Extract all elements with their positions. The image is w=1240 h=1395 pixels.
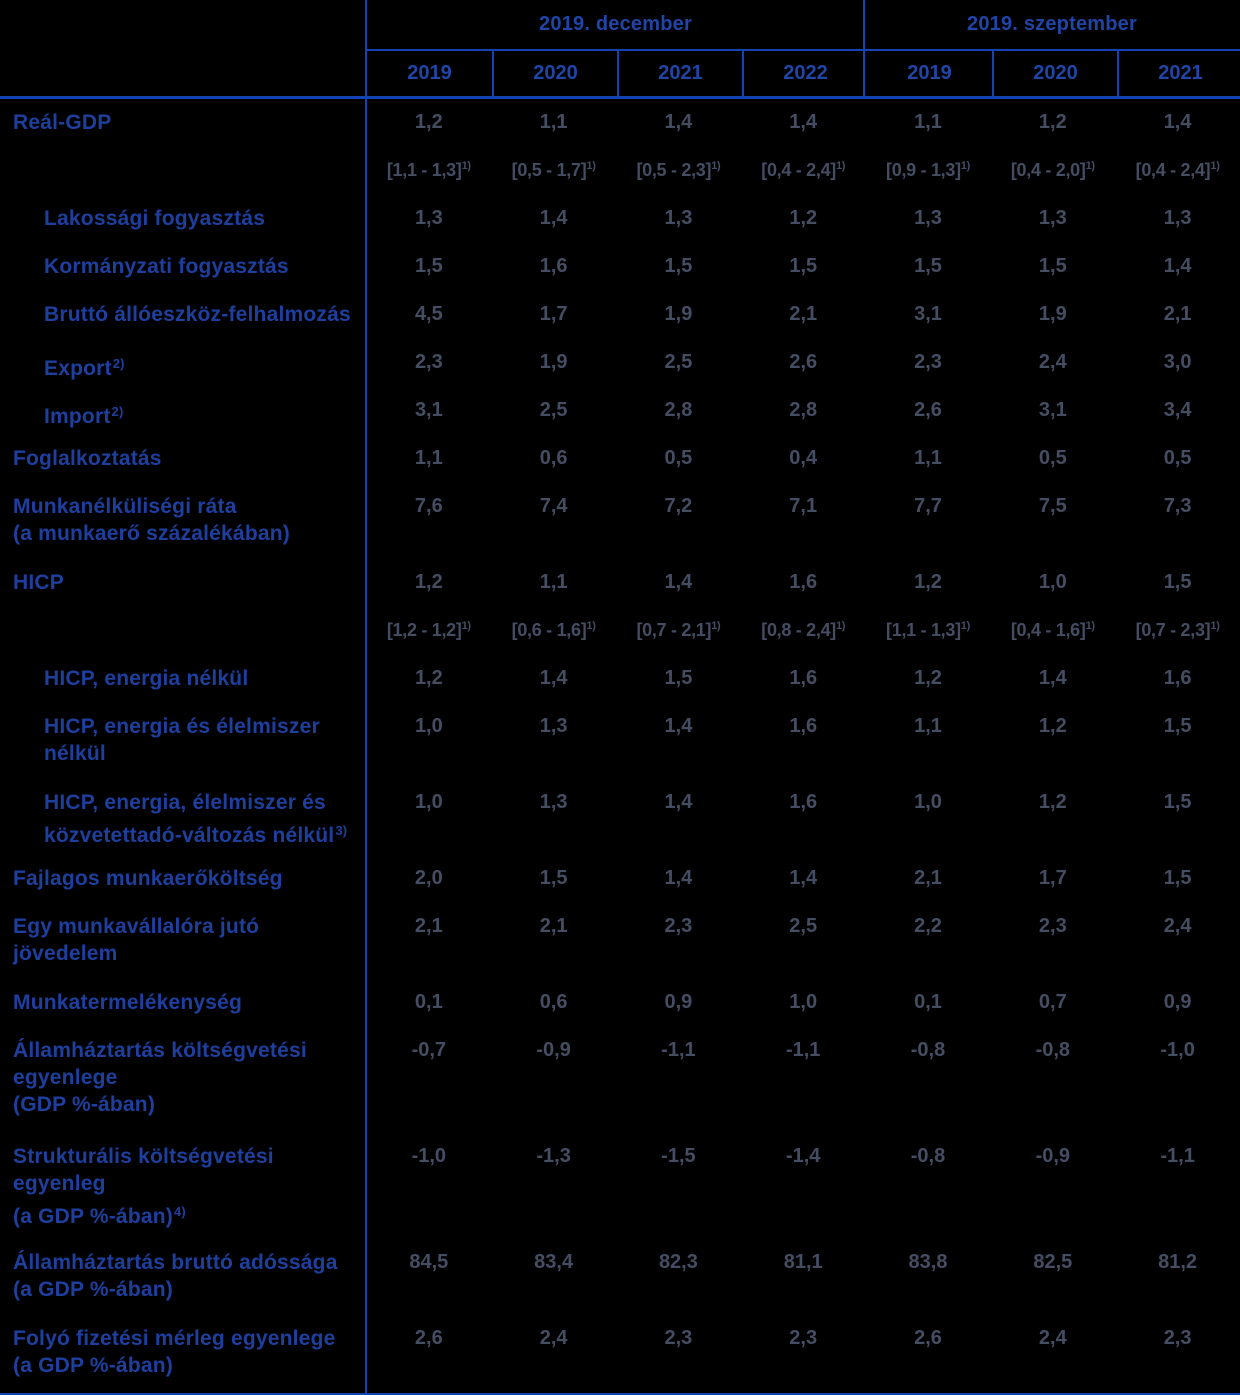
value-cell: 1,6 [789,571,818,593]
value-cell: 1,3 [1163,207,1192,229]
row-label-line: Munkanélküliségi ráta [13,495,237,518]
year-header-row [367,51,1240,96]
range-cell: [0,6 - 1,6]$^{1)}$ [511,620,596,640]
row-label [0,713,366,779]
value-cell: 1,7 [539,303,568,325]
row-label-line: (a munkaerő százalékában) [13,522,290,545]
value-cell: 1,1 [539,111,568,133]
value-cell: 81,2 [1158,1251,1198,1273]
value-cell: 1,3 [1038,207,1067,229]
value-cell: 1,3 [414,207,443,229]
footnote-marker: 2) [112,356,125,371]
range-cell: [1,1 - 1,3]$^{1)}$ [886,620,970,640]
range-cell: [0,7 - 2,1]$^{1)}$ [636,620,721,640]
table-row [0,147,1240,195]
header-years-underline [0,96,1240,99]
value-cell: 1,4 [539,667,568,689]
table-row [0,559,1240,607]
range-cell: [0,5 - 1,7]$^{1)}$ [511,160,596,180]
value-cell: 1,2 [914,571,942,593]
value-cell: -1,3 [536,1145,571,1167]
value-cell: 0,6 [539,447,568,469]
value-cell: 2,6 [914,1327,942,1349]
value-cell: 1,5 [1163,571,1192,593]
value-cell: 1,4 [1163,111,1192,133]
value-cell: 1,5 [414,255,443,277]
value-cell: 2,3 [664,915,693,937]
value-cell: 1,4 [664,791,693,813]
value-cell: 2,8 [789,399,818,421]
value-cell: 2,8 [664,399,693,421]
footnote-marker: 1) [835,160,846,172]
value-cell: 1,2 [914,667,942,689]
footnote-marker: 1) [835,620,846,632]
value-cell: 2,6 [789,351,818,373]
footnote-marker: 1) [1085,160,1095,172]
value-cell: 1,0 [414,715,443,737]
value-cell: 1,4 [664,715,693,737]
row-label [0,789,366,855]
value-cell: -1,0 [411,1145,447,1167]
footnote-marker: 1) [1085,620,1095,632]
value-cell: 82,3 [658,1251,698,1273]
value-cell: 3,1 [914,303,942,325]
value-cell: 2,3 [789,1327,818,1349]
value-cell: 1,0 [789,991,818,1013]
row-label [0,301,366,339]
range-cell: [0,7 - 2,3]$^{1)}$ [1135,620,1220,640]
row-label-line: Államháztartás bruttó adóssága [13,1251,338,1274]
table-row [0,195,1240,243]
value-cell: 4,5 [414,303,443,325]
value-cell: 2,5 [789,915,818,937]
value-cell: 1,7 [1038,867,1067,889]
value-cell: 2,4 [1038,351,1067,373]
footnote-marker: 1) [960,160,970,172]
row-label [0,865,366,903]
value-cell: 2,3 [1163,1327,1192,1349]
row-label [0,1037,366,1133]
footnote-marker: 1) [711,160,721,172]
value-cell: 1,1 [914,715,942,737]
value-cell: 0,9 [664,991,693,1013]
value-cell: 1,1 [539,571,568,593]
value-cell: 1,4 [664,867,693,889]
value-cell: 1,6 [789,791,818,813]
value-cell: 2,3 [1038,915,1067,937]
year-column-header: 2021 [1117,51,1240,96]
value-cell: -0,8 [910,1145,946,1167]
value-cell: 2,4 [1163,915,1192,937]
range-cell: [0,4 - 2,4]$^{1)}$ [1135,160,1220,180]
value-cell: 1,6 [539,255,568,277]
row-label-line: HICP, energia és élelmiszer [44,715,320,738]
table-row [0,855,1240,903]
value-cell: 2,5 [539,399,568,421]
table-row [0,903,1240,979]
value-cell: 2,0 [414,867,443,889]
footnote-marker: 1) [461,620,471,632]
range-cell: [1,1 - 1,3]$^{1)}$ [386,160,471,180]
value-cell: 3,4 [1163,399,1192,421]
table-body [0,99,1240,1391]
value-cell: 1,3 [664,207,693,229]
table-row [0,1027,1240,1133]
row-label-line: (a GDP %-ában) [13,1354,173,1377]
value-cell: 1,2 [1038,791,1067,813]
row-label [0,205,366,243]
row-label [0,913,366,979]
value-cell: -0,8 [1035,1039,1071,1061]
row-label-line: egyenleg [13,1172,106,1195]
value-cell: 1,2 [414,571,443,593]
row-label [0,665,366,703]
value-cell: 1,1 [414,447,443,469]
row-label [0,569,366,607]
row-label [0,613,366,655]
value-cell: 1,4 [664,571,693,593]
value-cell: 2,3 [914,351,942,373]
row-label [0,1143,366,1239]
value-cell: 2,6 [414,1327,443,1349]
table-row [0,339,1240,387]
footnote-marker: 2) [111,404,124,419]
row-label-line: Bruttó állóeszköz-felhalmozás [44,303,351,326]
value-cell: 2,1 [1163,303,1192,325]
range-cell: [0,4 - 1,6]$^{1)}$ [1010,620,1095,640]
value-cell: 82,5 [1033,1251,1073,1273]
table-row [0,1133,1240,1239]
row-label-line: egyenlege [13,1066,118,1089]
value-cell: 83,8 [908,1251,948,1273]
value-cell: 2,1 [414,915,443,937]
row-label-line: Export$^{2)}$ [44,356,125,380]
value-cell: 1,5 [664,255,693,277]
value-cell: 1,2 [414,667,443,689]
value-cell: 1,2 [1038,111,1067,133]
value-cell: 1,5 [1163,791,1192,813]
value-cell: 0,4 [789,447,818,469]
value-cell: -1,1 [785,1039,821,1061]
value-cell: 2,1 [914,867,942,889]
value-cell: 1,0 [914,791,942,813]
value-cell: 1,9 [539,351,568,373]
row-label-line: Reál-GDP [13,111,112,134]
value-cell: 2,1 [539,915,568,937]
value-cell: 1,4 [539,207,568,229]
value-cell: -0,9 [1035,1145,1071,1167]
value-cell: 1,5 [1163,715,1192,737]
value-cell: 1,5 [664,667,693,689]
range-cell: [0,4 - 2,0]$^{1)}$ [1010,160,1095,180]
table-row [0,387,1240,435]
value-cell: 1,4 [789,867,818,889]
value-cell: 1,5 [539,867,568,889]
range-cell: [0,8 - 2,4]$^{1)}$ [761,620,846,640]
value-cell: 1,0 [414,791,443,813]
value-cell: 1,5 [789,255,818,277]
value-cell: 81,1 [783,1251,823,1273]
table-row [0,99,1240,147]
row-label-line: közvetettadó-változás nélkül$^{3)}$ [44,823,348,847]
value-cell: 1,3 [539,715,568,737]
row-label [0,1325,366,1391]
value-cell: 1,4 [1038,667,1067,689]
table-row [0,703,1240,779]
label-column-divider [365,0,367,1395]
value-cell: 0,1 [414,991,443,1013]
row-label-line: Import$^{2)}$ [44,404,124,428]
year-column-header: 2019 [407,62,452,84]
value-cell: 7,1 [789,495,818,517]
value-cell: 1,4 [664,111,693,133]
row-label [0,445,366,483]
value-cell: 1,9 [664,303,693,325]
value-cell: -1,1 [661,1039,696,1061]
value-cell: 0,5 [1038,447,1067,469]
value-cell: 2,1 [789,303,818,325]
row-label-line: Kormányzati fogyasztás [44,255,289,278]
row-label-line: Strukturális költségvetési [13,1145,274,1168]
row-label-line: Fajlagos munkaerőköltség [13,867,283,890]
row-label-line: Munkatermelékenység [13,991,243,1014]
row-label-line: (GDP %-ában) [13,1093,156,1116]
header-group-szeptember: 2019. szeptember [967,13,1137,35]
value-cell: 3,1 [414,399,443,421]
footnote-marker: 1) [711,620,721,632]
row-label [0,397,366,435]
value-cell: 1,4 [789,111,818,133]
table-row [0,607,1240,655]
value-cell: -0,9 [536,1039,571,1061]
value-cell: -0,7 [411,1039,447,1061]
value-cell: 1,2 [789,207,818,229]
range-cell: [1,2 - 1,2]$^{1)}$ [386,620,471,640]
value-cell: 84,5 [409,1251,449,1273]
value-cell: -1,1 [1160,1145,1195,1167]
table-row [0,1239,1240,1315]
value-cell: -1,4 [785,1145,821,1167]
year-column-header: 2022 [742,51,867,96]
value-cell: 83,4 [534,1251,574,1273]
row-label-line: Foglalkoztatás [13,447,162,470]
value-cell: 0,6 [539,991,568,1013]
header-group-underline [365,49,1240,51]
value-cell: 0,9 [1163,991,1192,1013]
table-row [0,243,1240,291]
value-cell: -1,5 [661,1145,696,1167]
value-cell: 7,7 [914,495,942,517]
value-cell: -0,8 [910,1039,946,1061]
value-cell: -1,0 [1160,1039,1195,1061]
row-label [0,989,366,1027]
table-row [0,1315,1240,1391]
value-cell: 1,5 [914,255,942,277]
footnote-marker: 1) [586,620,596,632]
row-label-line: Lakossági fogyasztás [44,207,266,230]
row-label-line: HICP, energia nélkül [44,667,249,690]
row-label-line: HICP, energia, élelmiszer és [44,791,326,814]
value-cell: 0,7 [1038,991,1067,1013]
value-cell: 7,4 [539,495,568,517]
row-label-line: Államháztartás költségvetési [13,1039,307,1062]
footnote-marker: 1) [1210,620,1220,632]
value-cell: 1,5 [1038,255,1067,277]
row-label-line: nélkül [44,742,106,765]
footnote-marker: 1) [586,160,596,172]
value-cell: 0,1 [914,991,942,1013]
value-cell: 7,6 [414,495,443,517]
value-cell: 1,3 [539,791,568,813]
value-cell: 1,2 [1038,715,1067,737]
row-label-line: HICP [13,571,64,594]
row-label [0,349,366,387]
row-label-line: Folyó fizetési mérleg egyenlege [13,1327,336,1350]
value-cell: 1,0 [1038,571,1067,593]
value-cell: 2,4 [1038,1327,1067,1349]
value-cell: 7,2 [664,495,693,517]
value-cell: 7,5 [1038,495,1067,517]
value-cell: 1,6 [789,715,818,737]
row-label [0,493,366,559]
table-row [0,979,1240,1027]
value-cell: 3,1 [1038,399,1067,421]
footnote-marker: 1) [461,160,471,172]
value-cell: 1,3 [914,207,942,229]
value-cell: 2,4 [539,1327,568,1349]
value-cell: 2,3 [414,351,443,373]
value-cell: 1,6 [789,667,818,689]
row-label [0,153,366,195]
value-cell: 1,4 [1163,255,1192,277]
range-cell: [0,4 - 2,4]$^{1)}$ [761,160,846,180]
value-cell: 2,6 [914,399,942,421]
table-row [0,291,1240,339]
footnote-marker: 3) [335,823,348,838]
row-label [0,109,366,147]
value-cell: 2,2 [914,915,942,937]
footnote-marker: 4) [173,1204,186,1219]
row-label [0,253,366,291]
table-row [0,483,1240,559]
row-label-line: jövedelem [13,942,118,965]
value-cell: 0,5 [664,447,693,469]
year-column-header: 2019 [907,62,952,84]
header-group-december: 2019. december [539,13,692,35]
footnote-marker: 1) [1210,160,1220,172]
value-cell: 0,5 [1163,447,1192,469]
value-cell: 7,3 [1163,495,1192,517]
table-row [0,435,1240,483]
table-row [0,655,1240,703]
value-cell: 3,0 [1163,351,1192,373]
year-column-header: 2021 [617,51,742,96]
value-cell: 1,5 [1163,867,1192,889]
year-column-header: 2020 [492,51,617,96]
footnote-marker: 1) [960,620,970,632]
header-group-row [367,0,1240,49]
row-label-line: (a GDP %-ában)$^{4)}$ [13,1204,186,1228]
value-cell: 1,6 [1163,667,1192,689]
range-cell: [0,9 - 1,3]$^{1)}$ [886,160,970,180]
value-cell: 2,3 [664,1327,693,1349]
value-cell: 1,1 [914,447,942,469]
value-cell: 1,1 [914,111,942,133]
value-cell: 1,9 [1038,303,1067,325]
row-label [0,1249,366,1315]
year-column-header: 2020 [992,51,1117,96]
table-row [0,779,1240,855]
row-label-line: (a GDP %-ában) [13,1278,173,1301]
value-cell: 2,5 [664,351,693,373]
range-cell: [0,5 - 2,3]$^{1)}$ [636,160,721,180]
value-cell: 1,2 [414,111,443,133]
row-label-line: Egy munkavállalóra jutó [13,915,260,938]
